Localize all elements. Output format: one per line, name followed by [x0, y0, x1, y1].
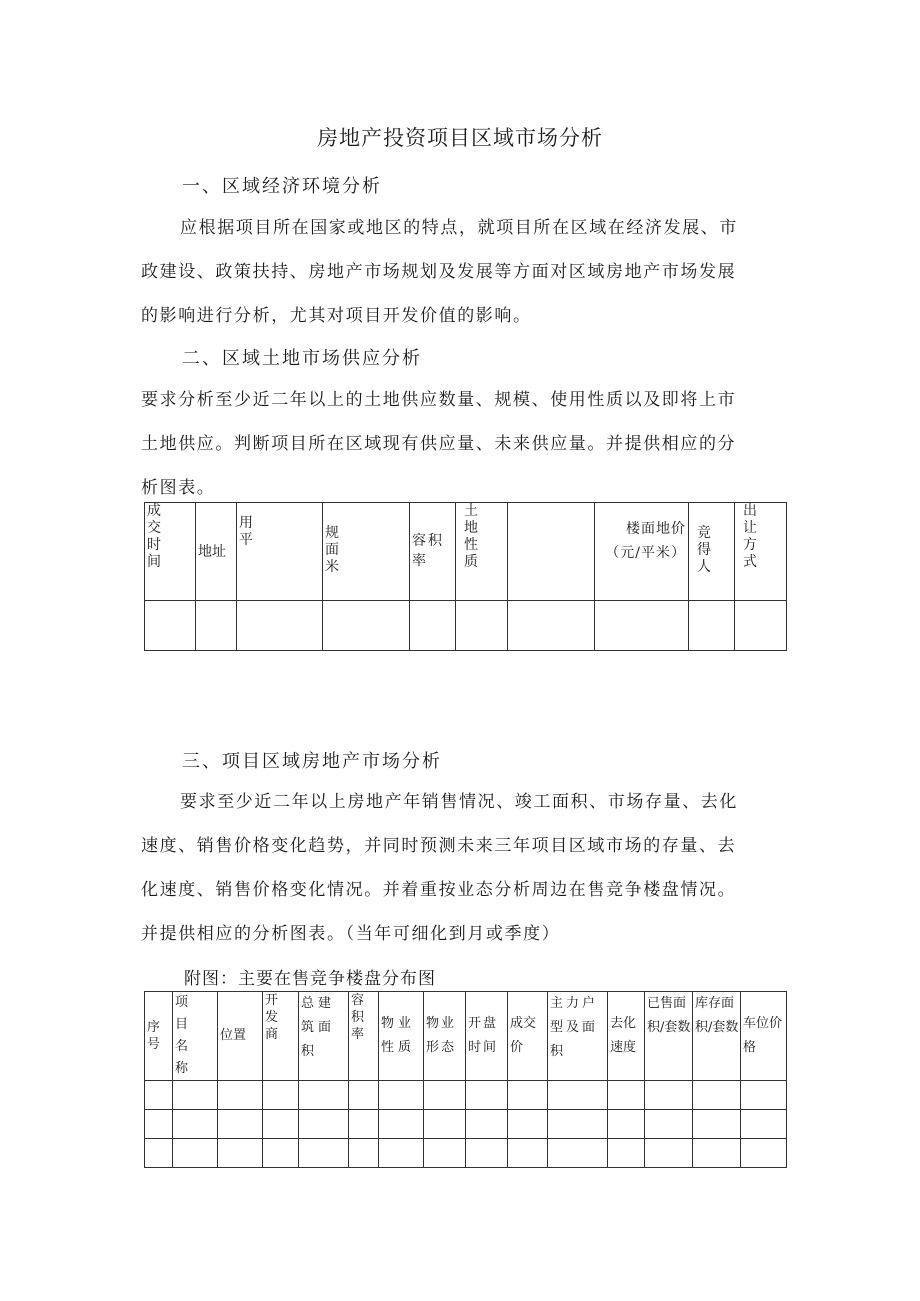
competitor-header-cell: 开盘时间: [466, 992, 508, 1081]
section1-line: 的影响进行分析，尤其对项目开发价值的影响。: [141, 306, 532, 326]
competitor-header-cell: 容积率: [349, 992, 379, 1081]
land-header-cell: 楼面地价（元/平米）: [595, 503, 689, 601]
section3-line: 要求至少近二年以上房地产年销售情况、竣工面积、市场存量、去化: [180, 792, 738, 812]
land-data-cell: [410, 601, 456, 651]
page-title: 房地产投资项目区域市场分析: [317, 126, 603, 150]
competitor-data-cell: [693, 1081, 741, 1110]
land-data-cell: [595, 601, 689, 651]
competitor-data-cell: [145, 1110, 173, 1139]
competitor-data-cell: [466, 1110, 508, 1139]
section2-line: 析图表。: [141, 478, 216, 498]
land-data-cell: [323, 601, 410, 651]
competitor-data-cell: [466, 1081, 508, 1110]
section1-paragraph: [141, 206, 786, 338]
competitor-data-cell: [263, 1081, 299, 1110]
competitor-header-cell: 开发商: [263, 992, 299, 1081]
competitor-data-cell: [608, 1110, 645, 1139]
section3-heading: 三、项目区域房地产市场分析: [182, 751, 442, 772]
competitor-table: [144, 991, 787, 1168]
competitor-data-cell: [548, 1139, 608, 1168]
land-table-header-row: [145, 503, 787, 601]
section2-line: 土地供应。判断项目所在区域现有供应量、未来供应量。并提供相应的分: [141, 434, 737, 454]
competitor-data-cell: [263, 1110, 299, 1139]
competitor-data-cell: [349, 1110, 379, 1139]
competitor-data-cell: [173, 1081, 218, 1110]
land-header-cell: 地址: [196, 503, 237, 601]
competitor-data-cell: [349, 1081, 379, 1110]
land-data-cell: [508, 601, 595, 651]
competitor-header-cell: 主力户型及面积: [548, 992, 608, 1081]
competitor-data-cell: [741, 1081, 787, 1110]
competitor-header-cell: 已售面积/套数: [645, 992, 693, 1081]
competitor-header-cell: 项目名称: [173, 992, 218, 1081]
section3-line: 速度、销售价格变化趋势，并同时预测未来三年项目区域市场的存量、去: [141, 836, 737, 856]
section3-line: 并提供相应的分析图表。（当年可细化到月或季度）: [141, 924, 561, 944]
competitor-data-cell: [508, 1139, 548, 1168]
land-data-cell: [456, 601, 508, 651]
competitor-data-cell: [424, 1110, 466, 1139]
competitor-data-cell: [218, 1139, 263, 1168]
land-data-cell: [237, 601, 323, 651]
competitor-data-cell: [299, 1081, 349, 1110]
competitor-data-cell: [379, 1110, 424, 1139]
competitor-data-cell: [379, 1139, 424, 1168]
section3-paragraph: [141, 780, 786, 956]
land-header-cell: 土地性质: [456, 503, 508, 601]
competitor-data-cell: [218, 1110, 263, 1139]
competitor-data-cell: [645, 1081, 693, 1110]
competitor-data-cell: [645, 1110, 693, 1139]
competitor-data-cell: [508, 1081, 548, 1110]
competitor-header-cell: 成交价: [508, 992, 548, 1081]
competitor-data-cell: [424, 1139, 466, 1168]
section3-line: 化速度、销售价格变化情况。并着重按业态分析周边在售竞争楼盘情况。: [141, 880, 737, 900]
competitor-data-cell: [145, 1081, 173, 1110]
competitor-header-cell: 总建筑面积: [299, 992, 349, 1081]
section1-line: 政建设、政策扶持、房地产市场规划及发展等方面对区域房地产市场发展: [141, 262, 737, 282]
land-data-cell: [735, 601, 787, 651]
land-header-cell: 出让方式: [735, 503, 787, 601]
competitor-header-cell: 车位价格: [741, 992, 787, 1081]
competitor-data-cell: [548, 1110, 608, 1139]
table-row: [145, 1081, 787, 1110]
figure-caption: 附图：主要在售竞争楼盘分布图: [184, 969, 436, 989]
competitor-data-cell: [645, 1139, 693, 1168]
competitor-data-cell: [173, 1139, 218, 1168]
competitor-data-cell: [173, 1110, 218, 1139]
competitor-data-cell: [741, 1139, 787, 1168]
competitor-header-cell: 库存面积/套数: [693, 992, 741, 1081]
competitor-data-cell: [741, 1110, 787, 1139]
land-header-cell: 用平: [237, 503, 323, 601]
competitor-data-cell: [608, 1139, 645, 1168]
section2-paragraph: [141, 378, 786, 510]
land-header-cell: 竞得人: [689, 503, 735, 601]
competitor-header-cell: 序号: [145, 992, 173, 1081]
competitor-header-cell: 物业性质: [379, 992, 424, 1081]
competitor-data-cell: [299, 1110, 349, 1139]
competitor-data-cell: [349, 1139, 379, 1168]
competitor-data-cell: [145, 1139, 173, 1168]
section1-heading: 一、区域经济环境分析: [182, 176, 382, 197]
competitor-data-cell: [424, 1081, 466, 1110]
competitor-table-header-row: [145, 992, 787, 1081]
land-data-cell: [145, 601, 196, 651]
competitor-data-cell: [608, 1081, 645, 1110]
competitor-data-cell: [693, 1110, 741, 1139]
competitor-header-cell: 位置: [218, 992, 263, 1081]
section1-line: 应根据项目所在国家或地区的特点，就项目所在区域在经济发展、市: [180, 218, 738, 238]
competitor-data-cell: [379, 1081, 424, 1110]
land-header-cell: 规面米: [323, 503, 410, 601]
competitor-header-cell: 去化速度: [608, 992, 645, 1081]
competitor-header-cell: 物业形态: [424, 992, 466, 1081]
competitor-data-cell: [548, 1081, 608, 1110]
land-data-cell: [689, 601, 735, 651]
competitor-data-cell: [263, 1139, 299, 1168]
land-header-cell: [508, 503, 595, 601]
competitor-data-cell: [693, 1139, 741, 1168]
table-row: [145, 601, 787, 651]
land-supply-table: [144, 502, 787, 651]
competitor-data-cell: [299, 1139, 349, 1168]
section2-heading: 二、区域土地市场供应分析: [182, 348, 422, 369]
section2-line: 要求分析至少近二年以上的土地供应数量、规模、使用性质以及即将上市: [141, 390, 737, 410]
competitor-data-cell: [218, 1081, 263, 1110]
land-header-cell: 容积率: [410, 503, 456, 601]
table-row: [145, 1110, 787, 1139]
table-row: [145, 1139, 787, 1168]
land-data-cell: [196, 601, 237, 651]
competitor-data-cell: [466, 1139, 508, 1168]
land-header-cell: 成交时间: [145, 503, 196, 601]
competitor-data-cell: [508, 1110, 548, 1139]
